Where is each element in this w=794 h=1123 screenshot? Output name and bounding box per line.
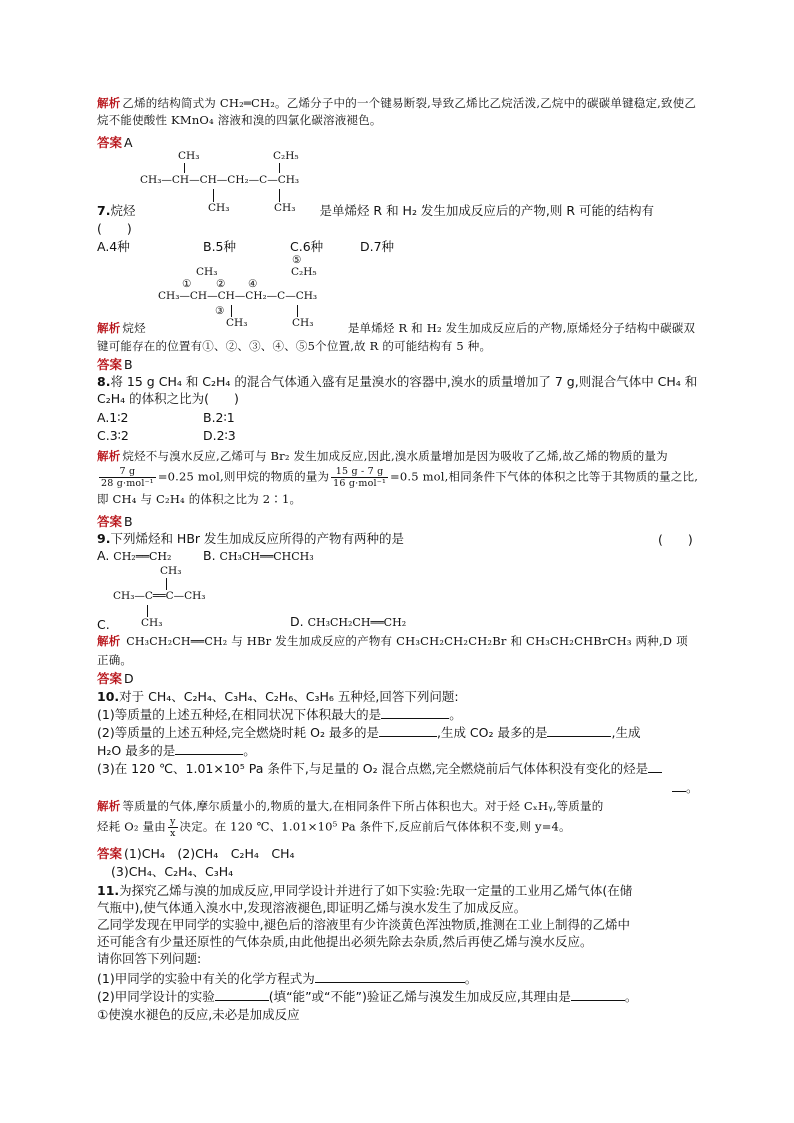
q8-stem (97, 373, 699, 407)
position-mark-4: ④ (248, 278, 258, 290)
q11-option-1: ①使溴水褪色的反应,未必是加成反应 (97, 1007, 300, 1022)
fraction-denominator: x (169, 828, 176, 839)
q7-option-c[interactable]: C.6种 (290, 239, 324, 254)
answer-label: 答案 (97, 846, 123, 861)
q8-fraction-ethylene (99, 466, 156, 489)
explanation-label: 解析 (97, 634, 121, 648)
q9-answer (97, 670, 699, 687)
fraction-denominator: 16 g·mol⁻¹ (333, 478, 386, 489)
q10-part1: (1)等质量的上述五种烃,在相同状况下体积最大的是 。 (97, 707, 462, 722)
q10-part2-text-c: ,生成 (611, 725, 641, 740)
q8-option-c[interactable]: C.3∶2 (97, 428, 129, 443)
q11-part2-text-b: (填“能”或“不能”)验证乙烯与溴发生加成反应,其理由是 (268, 989, 571, 1004)
q7-explanation-prefix: 烷烃 (122, 321, 146, 335)
option-formula: CH₂══CH₂ (113, 550, 172, 563)
structure-methyl-bottom-right: CH₃ (274, 202, 296, 214)
option-label: A. (97, 548, 110, 563)
position-mark-3: ③ (215, 305, 225, 317)
position-mark-5: ⑤ (292, 254, 302, 266)
q8-option-b[interactable]: B.2∶1 (203, 410, 235, 425)
q11-stem (97, 882, 699, 967)
q11-stem-line1: 为探究乙烯与溴的加成反应,甲同学设计并进行了如下实验:先取一定量的工业用乙烯气体(在储 (119, 883, 633, 898)
q10-answer-line2: (3)CH₄、C₂H₄、C₃H₄ (111, 864, 234, 879)
position-mark-2: ② (216, 278, 226, 290)
structure-methyl-top: CH₃ (196, 266, 218, 278)
q7-bracket: ( ) (97, 221, 132, 236)
structure-methyl-bottom-right: CH₃ (292, 317, 314, 329)
q11-part2 (97, 988, 699, 1005)
q7-option-a[interactable]: A.4种 (97, 239, 130, 254)
q9-option-c[interactable]: C. (97, 617, 110, 632)
q9-bracket: ( ) (658, 532, 693, 547)
q10-part3-end: 。 (672, 778, 699, 796)
q6-explanation (97, 95, 699, 129)
q8-stem-text: 将 15 g CH₄ 和 C₂H₄ 的混合气体通入盛有足量溴水的容器中,溴水的质量增加了 7 g,则混合气体中 CH₄ 和 C₂H₄ 的体积之比为( ) (97, 374, 698, 406)
q10-part2-text-a: (2)等质量的上述五种烃,完全燃烧时耗 O₂ 最多的是 (97, 725, 379, 740)
q6-explanation-text: 乙烯的结构简式为 CH₂═CH₂。乙烯分子中的一个键易断裂,导致乙烯比乙烷活泼,乙烷中的碳碳单键稳定,致使乙烷不能使酸性 KMnO₄ 溶液和溴的四氯化碳溶液褪色。 (97, 96, 697, 127)
q10-explanation-part2a: 烃耗 O₂ 量由 (97, 819, 166, 834)
explanation-label: 解析 (97, 321, 121, 335)
structure-main-chain: CH₃—CH—CH—CH₂—C—CH₃ (140, 174, 300, 186)
q10-explanation (97, 797, 699, 839)
q10-part3-text: (3)在 120 ℃、1.01×10⁵ Pa 条件下,与足量的 O₂ 混合点燃,完全燃烧前后气体体积没有变化的烃是 (97, 761, 649, 776)
structure-methyl-top: CH₃ (178, 150, 200, 162)
q10-part3 (97, 760, 699, 777)
q7-option-b[interactable]: B.5种 (203, 239, 237, 254)
q8-answer (97, 513, 699, 530)
q8-fraction-methane (331, 466, 388, 489)
q7-answer-value: B (124, 357, 133, 372)
q9-answer-value: D (124, 671, 134, 686)
q11-stem-line5: 请你回答下列问题: (97, 951, 202, 966)
structure-methyl-bottom: CH₃ (208, 202, 230, 214)
explanation-label: 解析 (97, 799, 121, 813)
q6-answer (97, 134, 699, 151)
q10-explanation-part2b: 决定。在 120 ℃、1.01×10⁵ Pa 条件下,反应前后气体体积不变,则 y=4。 (179, 819, 571, 834)
q8-explanation-part2: =0.25 mol,则甲烷的物质的量为 (157, 469, 330, 484)
q11-stem-line4: 还可能含有少量还原性的气体杂质,由此他提出必须先除去杂质,然后再使乙烯与溴水反应。 (97, 934, 593, 949)
q10-part2-cont: H₂O 最多的是 。 (97, 743, 256, 758)
q10-explanation-part1: 等质量的气体,摩尔质量小的,物质的量大,在相同条件下所占体积也大。对于烃 CₓHᵧ,等质量的 (122, 799, 604, 813)
q9-explanation (97, 632, 699, 669)
q10-part2-text-d: H₂O 最多的是 (97, 743, 176, 758)
q10-part2-blank-a[interactable] (379, 724, 437, 737)
q11-part2-text-a: (2)甲同学设计的实验 (97, 989, 215, 1004)
fraction-denominator: 28 g·mol⁻¹ (101, 478, 154, 489)
fraction-numerator: y (169, 816, 176, 827)
structure-ethyl-top: C₂H₅ (273, 150, 299, 162)
q11-part2-blank-b[interactable] (571, 988, 625, 1001)
structure-main-chain: CH₃—C══C—CH₃ (113, 590, 206, 602)
q9-option-c-structure (113, 565, 233, 629)
structure-main-chain: CH₃—CH—CH—CH₂—C—CH₃ (158, 290, 318, 302)
q8-number: 8. (97, 374, 111, 389)
q9-number: 9. (97, 531, 111, 546)
q8-answer-value: B (124, 514, 133, 529)
q8-explanation-part1: 烷烃不与溴水反应,乙烯可与 Br₂ 发生加成反应,因此,溴水质量增加是因为吸收了乙烯,故乙烯的物质的量为 (122, 449, 668, 463)
fraction-numerator: 15 g - 7 g (331, 466, 388, 478)
q7-stem-suffix: 是单烯烃 R 和 H₂ 发生加成反应后的产物,则 R 可能的结构有 (319, 203, 655, 218)
q11-part1: (1)甲同学的实验中有关的化学方程式为 。 (97, 971, 478, 986)
q11-part2-blank-a[interactable] (215, 988, 269, 1001)
structure-methyl-bottom: CH₃ (141, 617, 163, 629)
q10-stem-text: 对于 CH₄、C₂H₄、C₃H₄、C₂H₆、C₃H₆ 五种烃,回答下列问题: (119, 689, 459, 704)
q9-option-d[interactable] (290, 614, 406, 629)
q11-part1-blank[interactable] (315, 970, 465, 983)
q10-part1-blank[interactable] (381, 706, 449, 719)
q10-answer-cont (111, 863, 713, 880)
fraction-numerator: 7 g (99, 466, 156, 478)
q7-stem (97, 202, 699, 219)
q7-stem-prefix: 烷烃 (110, 203, 136, 218)
q10-part3-blank-end[interactable] (672, 779, 686, 792)
q11-stem-line3: 乙同学发现在甲同学的实验中,褪色后的溶液里有少许淡黄色浑浊物质,推测在工业上制得的乙烯中 (97, 917, 630, 932)
q7-number: 7. (97, 203, 111, 218)
q11-number: 11. (97, 883, 120, 898)
q11-part1-text: (1)甲同学的实验中有关的化学方程式为 (97, 971, 315, 986)
answer-label: 答案 (97, 357, 123, 372)
q9-stem (97, 530, 699, 547)
structure-ethyl-top: C₂H₅ (291, 266, 317, 278)
q9-option-a[interactable] (97, 548, 171, 563)
q10-part2-blank-b[interactable] (547, 724, 611, 737)
option-formula: CH₃CH══CHCH₃ (219, 550, 314, 563)
answer-label: 答案 (97, 514, 123, 529)
q10-part3-blank[interactable] (648, 760, 662, 773)
explanation-label: 解析 (97, 96, 121, 110)
q9-explanation-text: 与 HBr 发生加成反应的产物有 CH₃CH₂CH₂CH₂Br 和 CH₃CH₂CHBrCH₃ 两种,D 项正确。 (97, 634, 688, 667)
q9-explanation-formula: CH₃CH₂CH══CH₂ (126, 635, 228, 648)
q11-stem-line2: 气瓶中),使气体通入溴水中,发现溶液褪色,即证明乙烯与溴水发生了加成反应。 (97, 900, 527, 915)
q8-option-a[interactable]: A.1∶2 (97, 410, 129, 425)
structure-methyl-top: CH₃ (160, 565, 182, 577)
q9-stem-text: 下列烯烃和 HBr 发生加成反应所得的产物有两种的是 (110, 531, 405, 546)
q7-answer (97, 356, 699, 373)
answer-label: 答案 (97, 671, 123, 686)
q8-explanation-part3: =0.5 mol,相同条件下气体的体积之比等于其物质的量之比,即 CH₄ 与 C₂H₄ 的体积之比为 2∶1。 (97, 469, 699, 506)
q8-option-d[interactable]: D.2∶3 (203, 428, 236, 443)
q10-number: 10. (97, 689, 120, 704)
q10-part2 (97, 724, 699, 741)
q10-fraction (168, 816, 178, 839)
q7-option-d[interactable]: D.7种 (360, 239, 395, 254)
q7-explanation (97, 319, 699, 355)
option-label: D. (290, 614, 304, 629)
q6-answer-value: A (124, 135, 133, 150)
answer-label: 答案 (97, 135, 123, 150)
option-formula: CH₃CH₂CH══CH₂ (307, 616, 407, 629)
q10-answer-line1: (1)CH₄ (2)CH₄ C₂H₄ CH₄ (124, 846, 295, 861)
explanation-label: 解析 (97, 449, 121, 463)
q9-option-b[interactable] (203, 548, 314, 563)
position-mark-1: ① (182, 278, 192, 290)
q7-explanation-text: 是单烯烃 R 和 H₂ 发生加成反应后的产物,原烯烃分子结构中碳碳双键可能存在的位置有①、②、③、④、⑤5个位置,故 R 的可能结构有 5 种。 (97, 321, 696, 353)
q10-answer (97, 845, 699, 862)
q8-explanation (97, 446, 699, 509)
q10-stem (97, 688, 699, 705)
option-label: B. (203, 548, 216, 563)
q10-part2-text-b: ,生成 CO₂ 最多的是 (436, 725, 548, 740)
q10-part1-text: (1)等质量的上述五种烃,在相同状况下体积最大的是 (97, 707, 382, 722)
structure-methyl-bottom: CH₃ (226, 317, 248, 329)
q10-part2-blank-c[interactable] (175, 742, 243, 755)
q11-part2-text-c: 。 (624, 989, 638, 1004)
